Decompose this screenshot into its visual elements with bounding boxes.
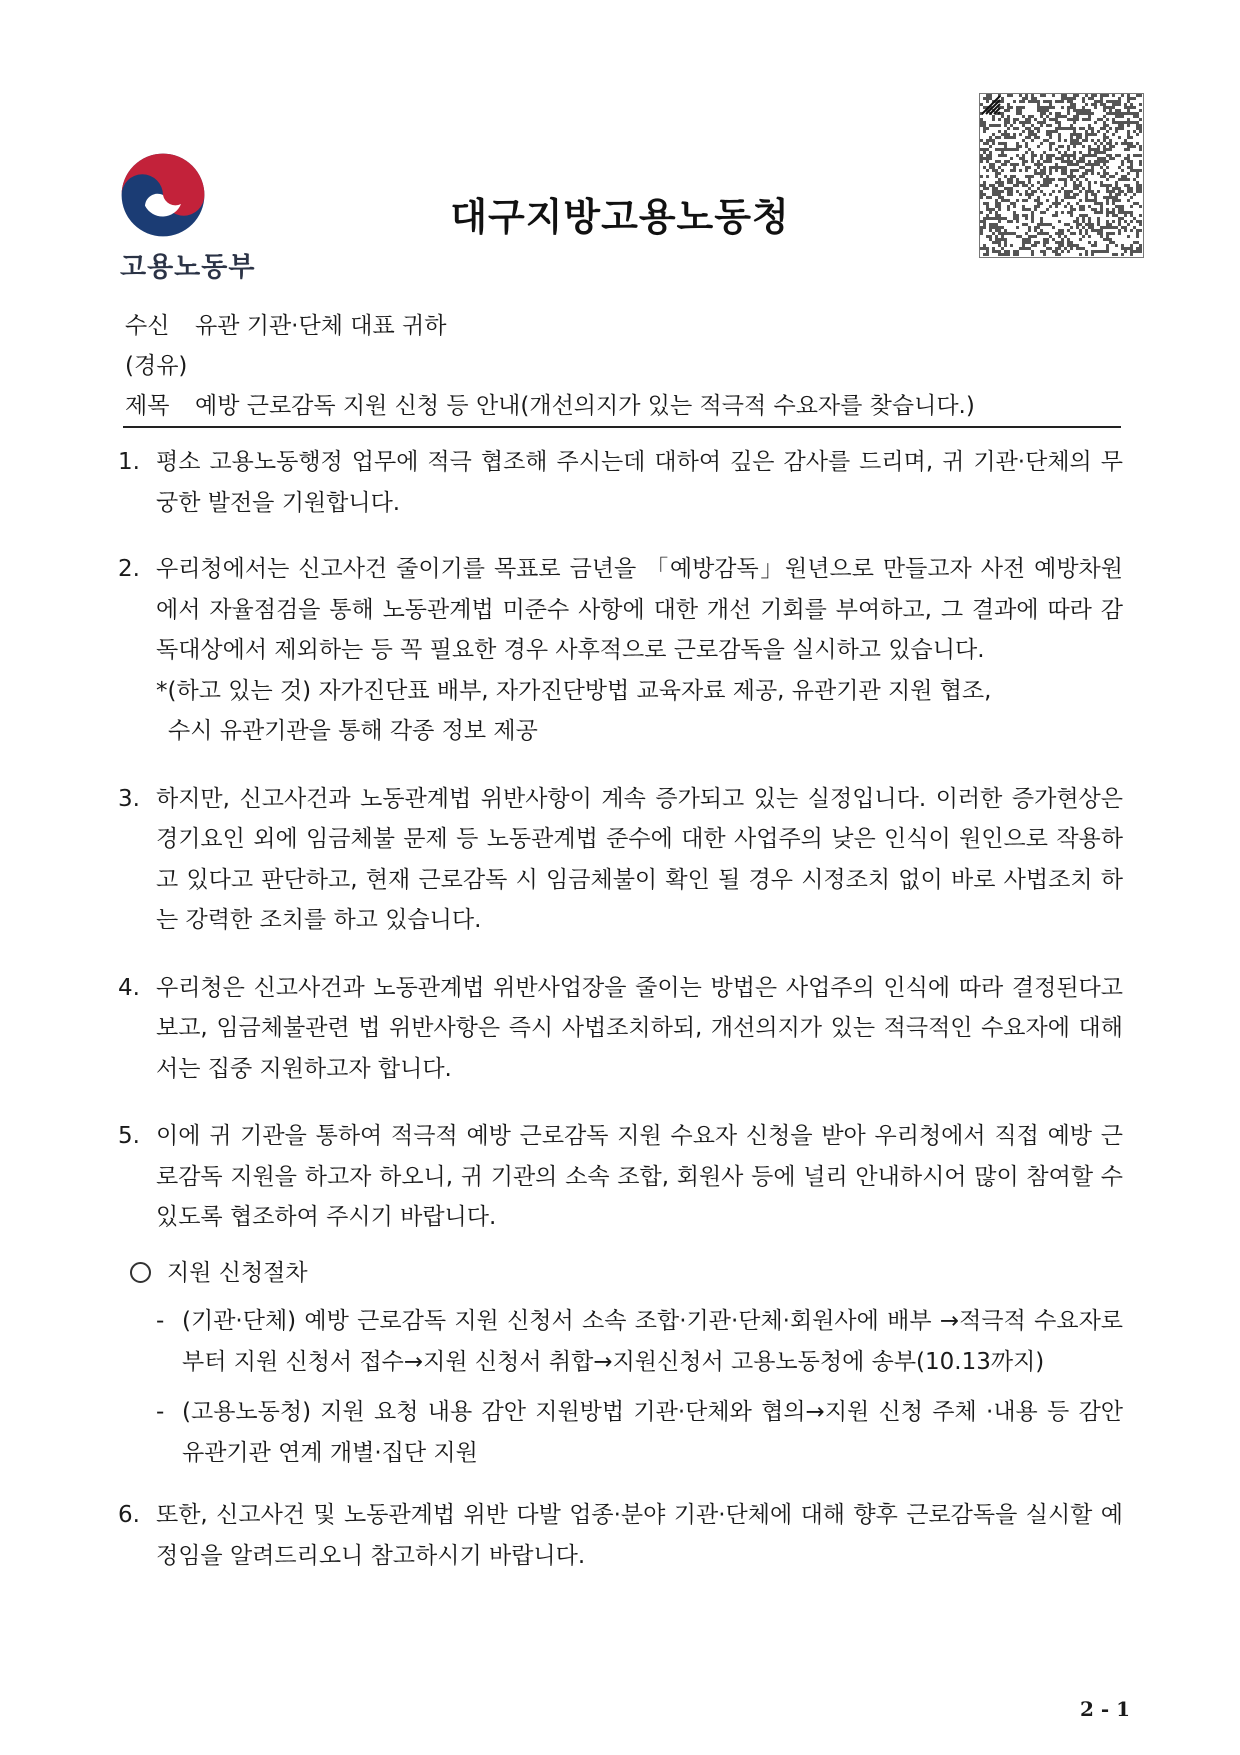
paragraph-1 xyxy=(118,442,1123,523)
note-line: 수시 유관기관을 통해 각종 정보 제공 xyxy=(168,718,538,744)
qr-corner-stripe xyxy=(998,112,1000,114)
subject-divider xyxy=(123,426,1121,428)
dash-bullet: - xyxy=(156,1399,165,1425)
note-line: *(하고 있는 것) 자가진단표 배부, 자가진단방법 교육자료 제공, 유관기관 지원 협조, xyxy=(156,677,992,704)
recipient-line xyxy=(125,306,446,346)
subject-value: 예방 근로감독 지원 신청 등 안내(개선의지가 있는 적극적 수요자를 찾습니다.) xyxy=(195,393,975,419)
paragraph-2 xyxy=(118,549,1123,671)
procedure-item-text: (기관·단체) 예방 근로감독 지원 신청서 소속 조합·기관·단체·회원사에 배부 →적극적 수요자로부터 지원 신청서 접수→지원 신청서 취합→지원신청서 고용노동청에 송부(10.13까지) xyxy=(182,1308,1123,1375)
document-body xyxy=(118,442,1123,1603)
paragraph-number: 4. xyxy=(118,974,140,1001)
dash-bullet: - xyxy=(156,1308,165,1334)
via-label: (경유) xyxy=(125,353,188,379)
qr-code-icon xyxy=(980,94,1143,257)
paragraph-text: 하지만, 신고사건과 노동관계법 위반사항이 계속 증가되고 있는 실정입니다. 이러한 증가현상은 경기요인 외에 임금체불 문제 등 노동관계법 준수에 대한 사업주의 낮은 인식이 원인으로 작용하고 있다고 판단하고, 현재 근로감독 시 임금체불이 확인 될 경우 시정조치 없이 바로 사법조치 하는 강력한 조치를 하고 있습니다. xyxy=(156,785,1123,933)
paragraph-2-note xyxy=(156,671,1123,752)
procedure-item xyxy=(156,1392,1123,1473)
ministry-logo-text: 고용노동부 xyxy=(120,252,256,283)
paragraph-3 xyxy=(118,779,1123,941)
subject-label: 제목 xyxy=(125,393,170,419)
procedure-item-text: (고용노동청) 지원 요청 내용 감안 지원방법 기관·단체와 협의→지원 신청 주체 ·내용 등 감안 유관기관 연계 개별·집단 지원 xyxy=(182,1399,1123,1466)
paragraph-5 xyxy=(118,1116,1123,1238)
paragraph-text: 평소 고용노동행정 업무에 적극 협조해 주시는데 대하여 깊은 감사를 드리며, 귀 기관·단체의 무궁한 발전을 기원합니다. xyxy=(156,449,1123,516)
paragraph-number: 6. xyxy=(118,1502,140,1528)
paragraph-text: 우리청에서는 신고사건 줄이기를 목표로 금년을 「예방감독」원년으로 만들고자 사전 예방차원에서 자율점검을 통해 노동관계법 미준수 사항에 대한 개선 기회를 부여하고, 그 결과에 따라 감독대상에서 제외하는 등 꼭 필요한 경우 사후적으로 근로감독을 실시하고 있습니다. xyxy=(156,556,1123,663)
circle-bullet-icon xyxy=(130,1262,151,1283)
recipient-value: 유관 기관·단체 대표 귀하 xyxy=(195,313,447,339)
subject-line xyxy=(125,386,975,426)
procedure-heading xyxy=(130,1253,1123,1294)
agency-title: 대구지방고용노동청 xyxy=(450,195,790,239)
qr-code xyxy=(979,93,1144,258)
paragraph-number: 5. xyxy=(118,1123,140,1149)
via-line xyxy=(125,346,187,386)
recipient-label: 수신 xyxy=(125,313,170,339)
paragraph-number: 2. xyxy=(118,556,140,582)
paragraph-text: 우리청은 신고사건과 노동관계법 위반사업장을 줄이는 방법은 사업주의 인식에 따라 결정된다고 보고, 임금체불관련 법 위반사항은 즉시 사법조치하되, 개선의지가 있는 적극적인 수요자에 대해서는 집중 지원하고자 합니다. xyxy=(156,974,1123,1082)
procedure-heading-text: 지원 신청절차 xyxy=(167,1259,308,1286)
paragraph-text: 또한, 신고사건 및 노동관계법 위반 다발 업종·분야 기관·단체에 대해 향후 근로감독을 실시할 예정임을 알려드리오니 참고하시기 바랍니다. xyxy=(156,1502,1123,1569)
paragraph-4 xyxy=(118,968,1123,1090)
paragraph-6 xyxy=(118,1495,1123,1576)
paragraph-text: 이에 귀 기관을 통하여 적극적 예방 근로감독 지원 수요자 신청을 받아 우리청에서 직접 예방 근로감독 지원을 하고자 하오니, 귀 기관의 소속 조합, 회원사 등에 널리 안내하시어 많이 참여할 수 있도록 협조하여 주시기 바랍니다. xyxy=(156,1123,1123,1230)
procedure-item xyxy=(156,1301,1123,1382)
paragraph-number: 1. xyxy=(118,449,140,475)
qr-pattern xyxy=(980,94,1142,256)
paragraph-number: 3. xyxy=(118,785,140,812)
page-number: 2 - 1 xyxy=(1080,1697,1131,1721)
